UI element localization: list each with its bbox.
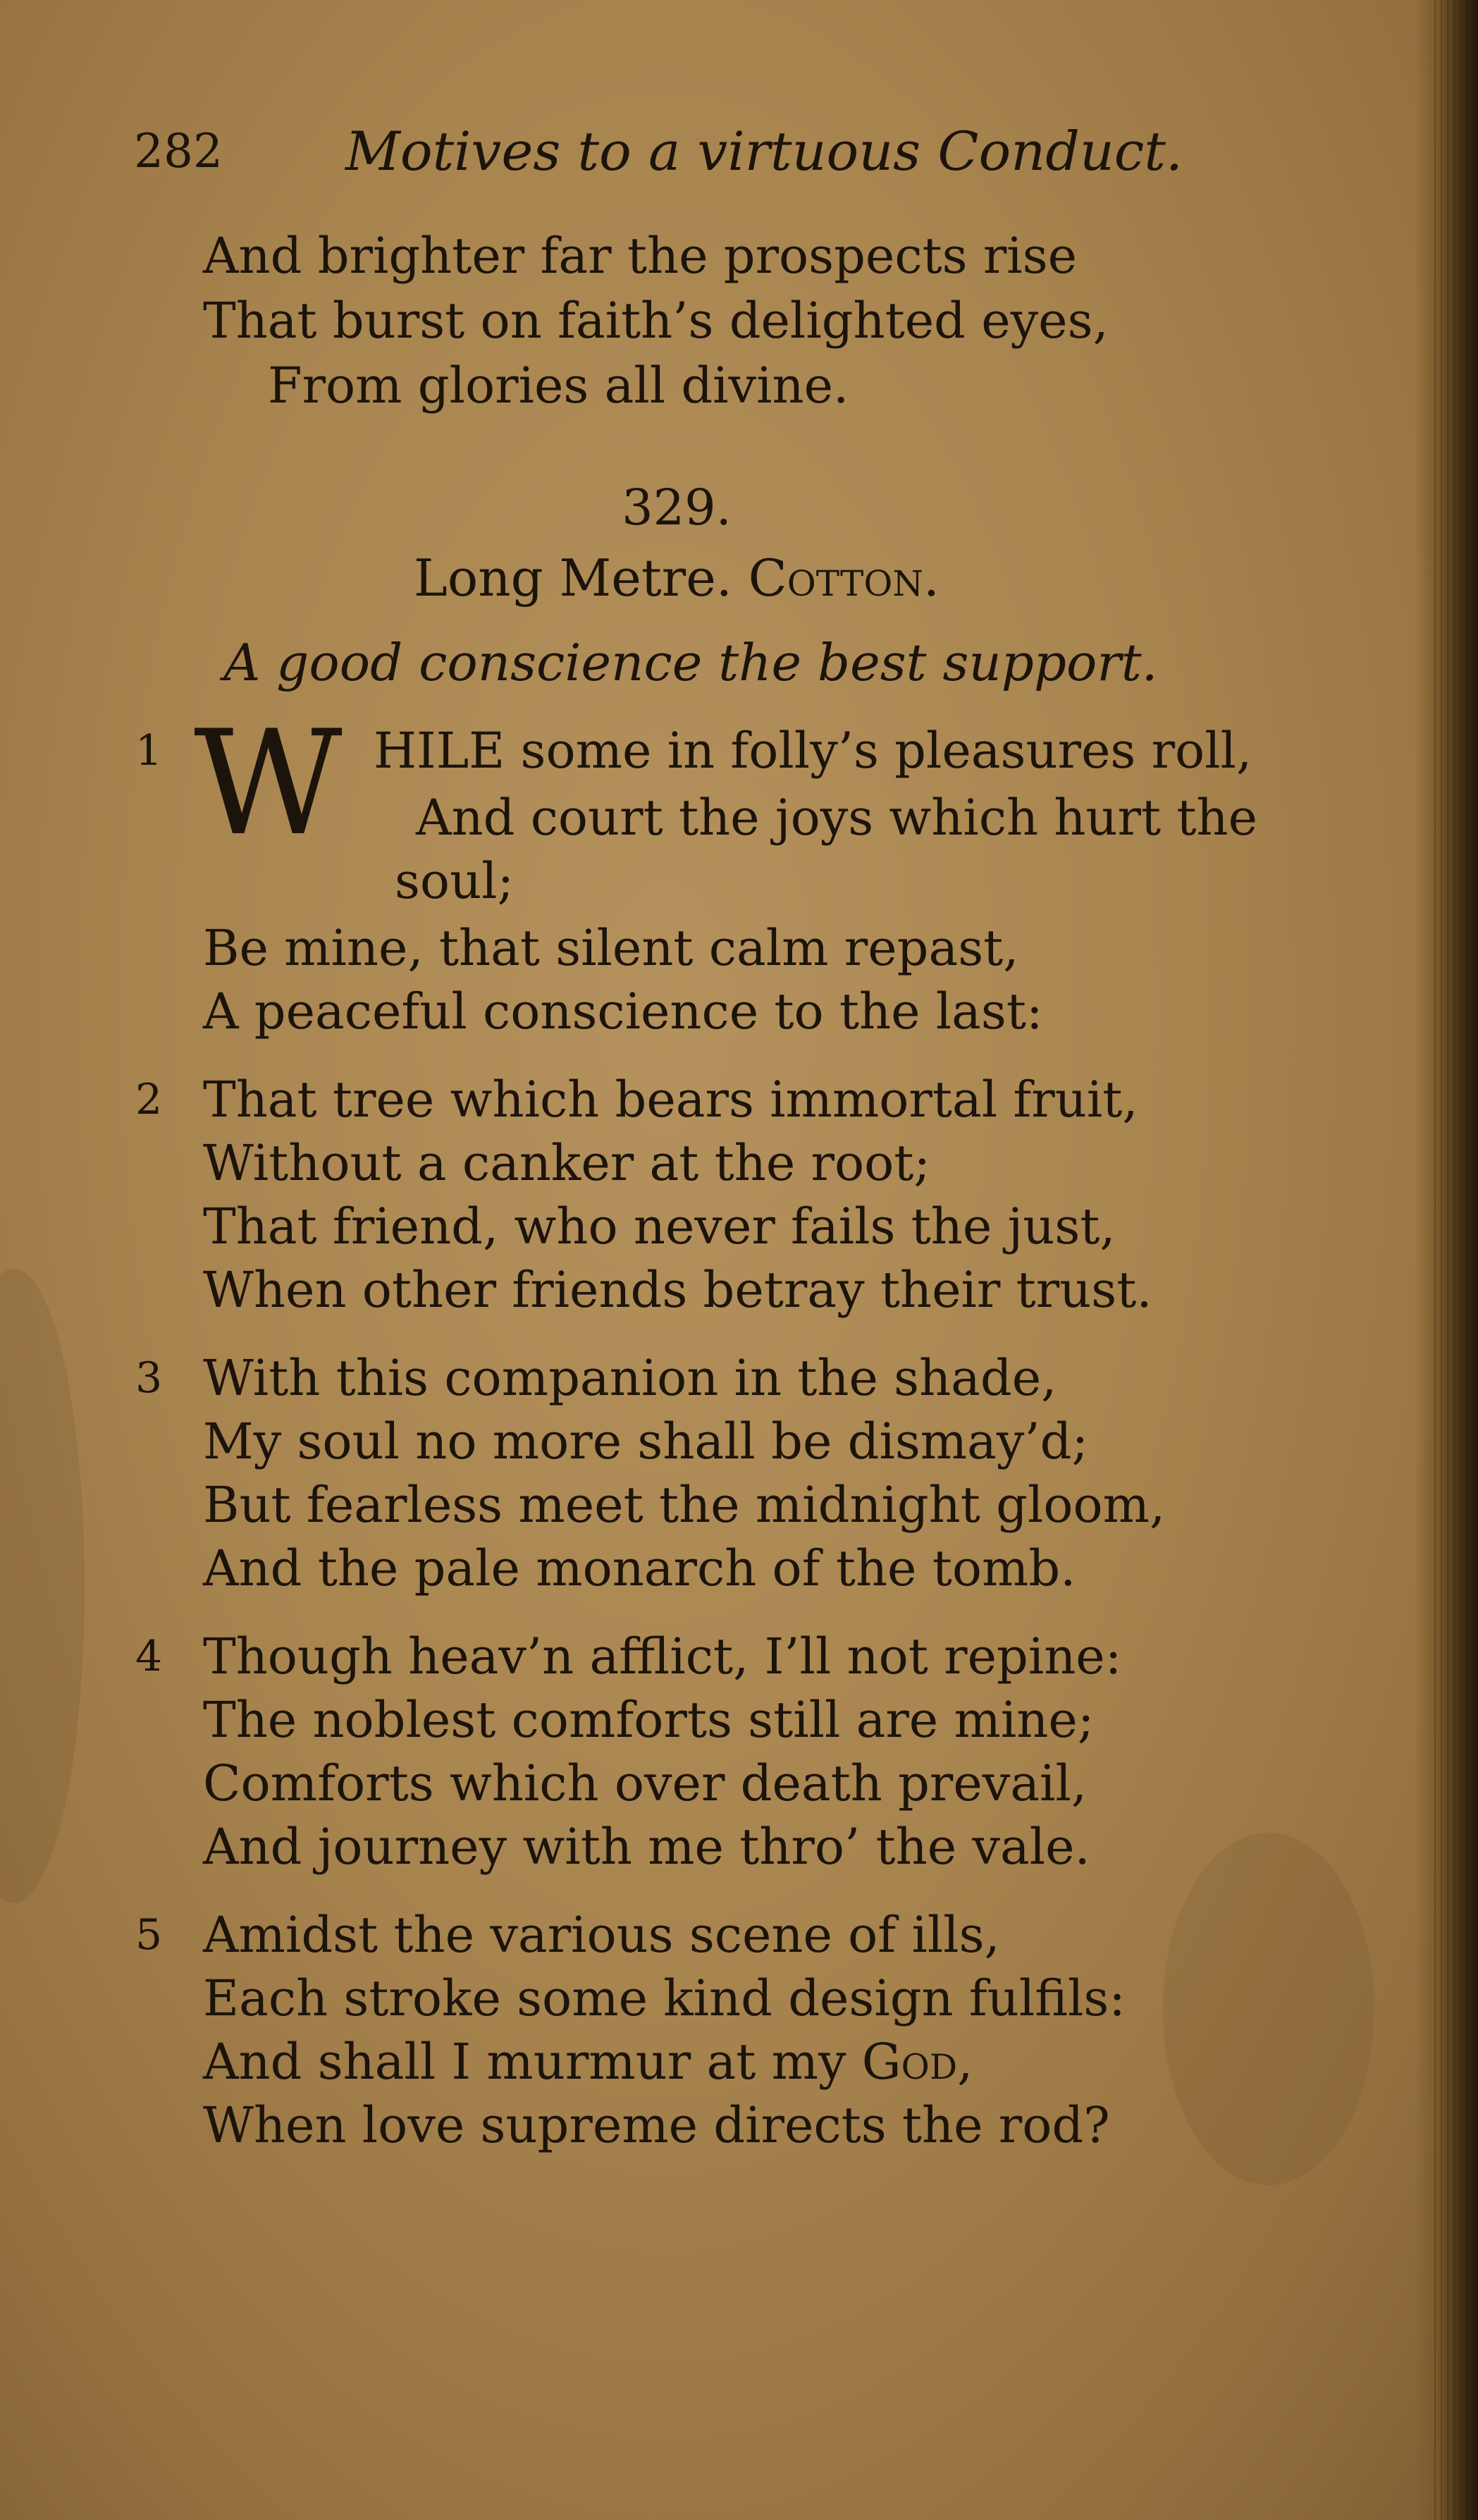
verse-number: 1 (135, 726, 163, 775)
stanza-line: Though heav’n afflict, I’ll not repine: (203, 1628, 1122, 1685)
stanza-line: Amidst the various scene of ills, (203, 1906, 1000, 1964)
stanza-line: The noblest comforts still are mine; (203, 1691, 1095, 1749)
paper-stain (1163, 1833, 1374, 2185)
hymn-author: Cotton. (748, 548, 940, 608)
running-header (134, 120, 1191, 183)
stanza-line: And the pale monarch of the tomb. (203, 1539, 1076, 1597)
divine-name: God (861, 2033, 958, 2091)
verse-number: 3 (135, 1353, 163, 1403)
stanza-line: With this companion in the shade, (203, 1349, 1057, 1407)
paper-stain (0, 1269, 85, 1903)
verse-number: 2 (135, 1075, 163, 1124)
stanza-line: Each stroke some kind design fulfils: (203, 1969, 1126, 2027)
stanza-line: From glories all divine. (268, 357, 849, 414)
stanza-line: And journey with me thro’ the vale. (203, 1818, 1090, 1876)
stanza-line: A peaceful conscience to the last: (203, 983, 1043, 1040)
stanza-line-text: And shall I murmur at my (203, 2033, 862, 2091)
stanza-line: But fearless meet the midnight gloom, (203, 1476, 1166, 1534)
stanza-line: Be mine, that silent calm repast, (203, 919, 1019, 977)
running-title: Motives to a virtuous Conduct. (345, 120, 1183, 183)
stanza-line: When other friends betray their trust. (203, 1261, 1152, 1319)
stanza-line: Comforts which over death prevail, (203, 1754, 1088, 1812)
hymn-meter-author (0, 546, 1353, 610)
stanza-line: That tree which bears immortal fruit, (203, 1071, 1138, 1129)
punctuation: , (957, 2033, 973, 2091)
page-edge-texture (1430, 0, 1472, 2520)
stanza-line: HILE some in folly’s pleasures roll, (374, 722, 1252, 780)
hymn-meter: Long Metre. (414, 548, 732, 608)
stanza-line: That burst on faith’s delighted eyes, (203, 292, 1109, 350)
hymn-number: 329. (622, 479, 732, 536)
stanza-line: And brighter far the prospects rise (203, 227, 1078, 285)
stanza-line: Without a canker at the root; (203, 1134, 930, 1192)
stanza-line: soul; (395, 852, 515, 910)
verse-number: 4 (135, 1632, 163, 1681)
stanza-line: My soul no more shall be dismay’d; (203, 1413, 1089, 1470)
verse-number: 5 (135, 1910, 163, 1960)
stanza-line: And court the joys which hurt the (416, 789, 1257, 847)
stanza-line: When love supreme directs the rod? (203, 2096, 1110, 2154)
drop-cap: W (194, 700, 343, 868)
stanza-line (203, 2030, 973, 2094)
hymn-subtitle: A good conscience the best support. (223, 633, 1158, 692)
page-number: 282 (134, 124, 223, 178)
stanza-line: That friend, who never fails the just, (203, 1198, 1116, 1255)
